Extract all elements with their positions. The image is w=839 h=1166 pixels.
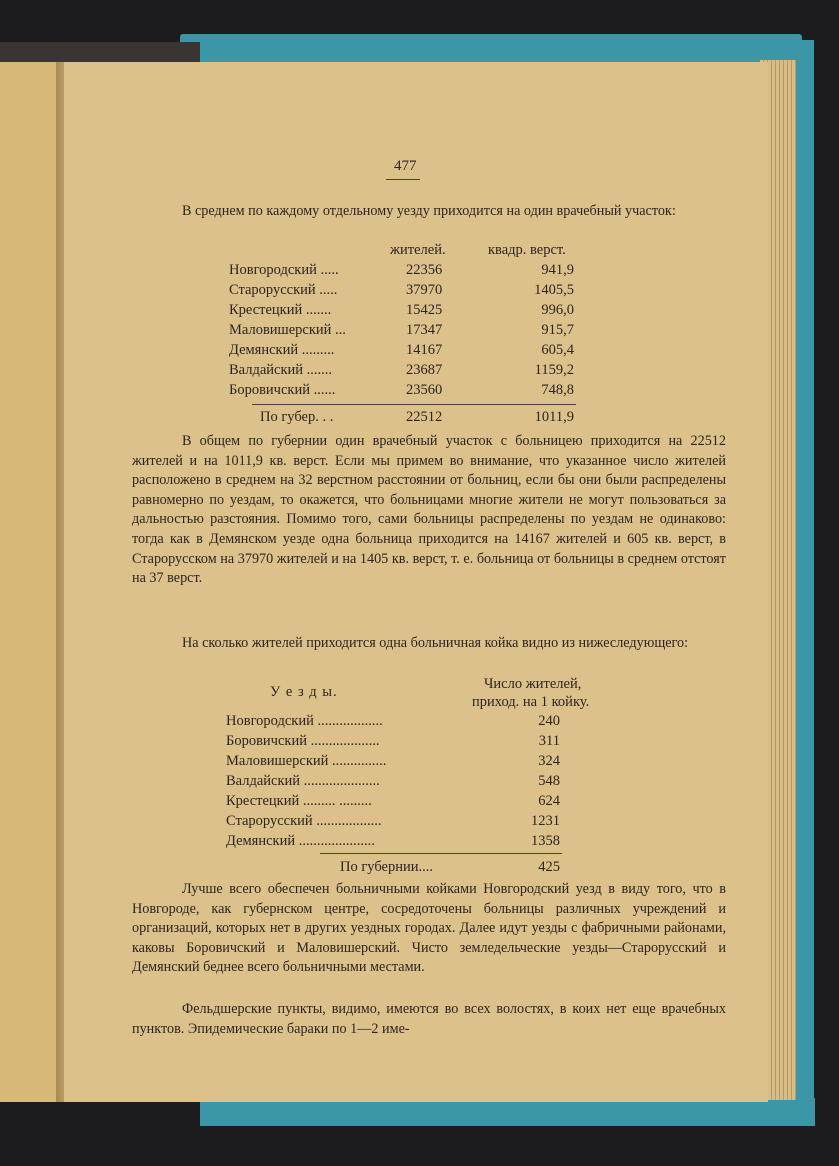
table1-header-area: квадр. верст. — [488, 242, 566, 258]
table1-row-area: 1405,5 — [534, 282, 574, 298]
table2-row-name: Крестецкий ......... ......... — [226, 793, 372, 809]
table2-total-name: По губернии.... — [340, 859, 434, 875]
book-cover-bottom — [200, 1098, 815, 1126]
table1-row-name: Боровичский ...... — [229, 382, 336, 398]
table2-row-name: Маловишерский ............... — [226, 753, 387, 769]
table1-total-name: По губер. . . — [260, 409, 334, 425]
table1-total-rule — [252, 404, 576, 405]
table2-row-name: Боровичский ................... — [226, 733, 380, 749]
table2-row-name: Новгородский .................. — [226, 713, 383, 729]
table2-row-name: Валдайский ..................... — [226, 773, 380, 789]
table2-header-value-line2: приход. на 1 койку. — [472, 694, 590, 710]
table2-row-name: Старорусский .................. — [226, 813, 382, 829]
table1-row-area: 941,9 — [541, 262, 574, 278]
table2-header-value-line1: Число жителей, — [484, 676, 582, 692]
table2-header-district: У е з д ы. — [270, 684, 338, 700]
table2-row-value: 240 — [538, 713, 560, 729]
table2-row-value: 324 — [538, 753, 560, 769]
table1-total-area: 1011,9 — [534, 409, 574, 425]
table2-row-value: 1231 — [531, 813, 560, 829]
left-page-edge — [0, 62, 62, 1102]
table1-row-residents: 37970 — [406, 282, 443, 298]
table1-row-name: Валдайский ....... — [229, 362, 333, 378]
table1-row-name: Старорусский ..... — [229, 282, 338, 298]
table1-row-area: 1159,2 — [534, 362, 574, 378]
page-number: 477 — [394, 158, 417, 174]
paragraph-hospitals: В общем по губернии один врачебный участок с больницею приходится на 22512 жителей и на 1011,9 кв. верст. Если мы примем во внимание, что указанное число жителей расположено в среднем на 32 верстном расстоянии от больниц, если бы они были распределены равномерно по уездам, то окажется, что больницами многие жители не могут пользоваться за дальностью разстояния. Помимо того, сами больницы распределены по уездам не одинаково: тогда как в Демянском уезде одна больница приходится на 14167 жителей и 605 кв. верст, в Старорусском на 37970 жителей и на 1405 кв. верст, т. е. больница от больницы в среднем отстоят на 37 верст. — [132, 433, 726, 587]
table2-row-value: 548 — [538, 773, 560, 789]
paragraph-feldsher-points: Фельдшерские пункты, видимо, имеются во всех волостях, в коих нет еще врачебных пунктов. Эпидемические бараки по 1—2 име- — [132, 1001, 726, 1037]
page-number-underline — [386, 179, 420, 180]
table1-header-residents: жителей. — [390, 242, 446, 258]
table2-row-value: 1358 — [531, 833, 560, 849]
table1-row-area: 748,8 — [541, 382, 574, 398]
table2-row-name: Демянский ..................... — [226, 833, 375, 849]
table1-row-residents: 15425 — [406, 302, 443, 318]
table1-total-residents: 22512 — [406, 409, 443, 425]
paragraph-beds-intro: На сколько жителей приходится одна больничная койка видно из нижеследующего: — [182, 635, 689, 651]
paragraph-beds-analysis: Лучше всего обеспечен больничными койками Новгородский уезд в виду того, что в Новгороде, как губернском центре, сосредоточены больницы различных учреждений и организаций, которых нет в других уездных городах. Далее идут уезды с фабричными районами, каковы Боровичский и Маловишерский. Чисто земледельческие уезды—Старорусский и Демянский беднее всего больничными местами. — [132, 881, 726, 976]
table1-row-name: Маловишерский ... — [229, 322, 346, 338]
table2-row-value: 624 — [538, 793, 560, 809]
table1-row-residents: 23687 — [406, 362, 443, 378]
table1-row-area: 996,0 — [541, 302, 574, 318]
table2-total-rule — [320, 853, 562, 854]
book-cover-top — [180, 34, 802, 64]
table2-total-value: 425 — [538, 859, 560, 875]
table1-row-residents: 23560 — [406, 382, 443, 398]
table1-row-area: 605,4 — [541, 342, 574, 358]
table2-row-value: 311 — [538, 733, 560, 749]
intro-paragraph: В среднем по каждому отдельному уезду приходится на один врачебный участок: — [182, 203, 676, 219]
table1-row-residents: 22356 — [406, 262, 443, 278]
table1-row-name: Новгородский ..... — [229, 262, 339, 278]
table1-row-residents: 17347 — [406, 322, 443, 338]
book-page — [64, 62, 768, 1102]
table1-row-residents: 14167 — [406, 342, 443, 358]
table1-row-area: 915,7 — [541, 322, 574, 338]
table1-row-name: Крестецкий ....... — [229, 302, 332, 318]
table1-row-name: Демянский ......... — [229, 342, 335, 358]
